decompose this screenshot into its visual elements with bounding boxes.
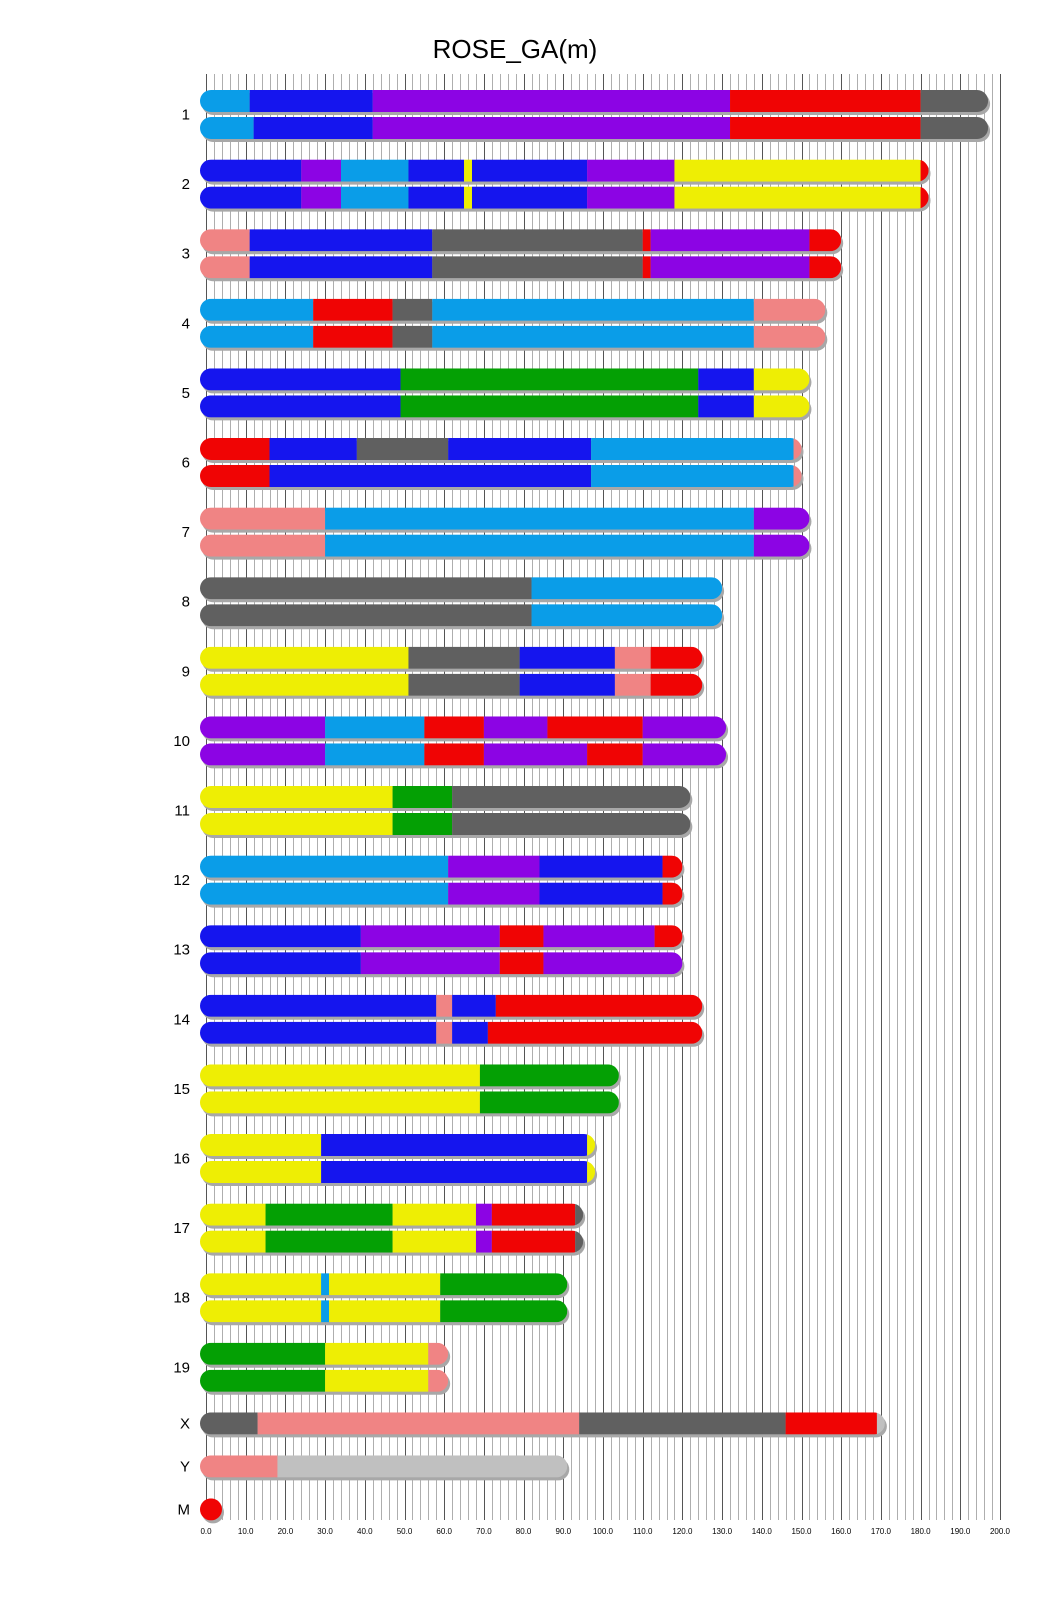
segment-yellow [754,368,810,390]
x-tick-label: 150.0 [791,1527,812,1536]
segment-blue [200,925,361,947]
segment-blue [270,438,357,460]
segment-gray [579,1412,785,1434]
segment-red [786,1412,877,1434]
segment-red [643,256,651,278]
segment-gray [921,117,988,139]
chromosome-11-haplotype-2 [200,813,692,838]
segment-purple [476,1204,492,1226]
chromosome-15-haplotype-2 [200,1091,621,1116]
segment-red [730,117,921,139]
chromosome-18-haplotype-2 [200,1300,569,1325]
segment-yellow [200,1231,266,1253]
segment-red [492,1204,575,1226]
segment-lightgray [277,1455,567,1477]
segment-yellow [393,1204,476,1226]
segment-gray [200,604,532,626]
segment-red [809,256,841,278]
chromosome-label-M: M [177,1501,190,1519]
chromosome-label-12: 12 [173,872,190,890]
x-tick-label: 180.0 [910,1527,931,1536]
segment-purple [361,952,500,974]
segment-blue [472,187,587,209]
chromosome-14-haplotype-2 [200,1022,704,1047]
segment-yellow [200,1273,321,1295]
segment-blue [200,187,301,209]
chromosome-label-8: 8 [181,593,190,611]
chromosome-10-haplotype-2 [200,743,728,768]
x-tick-label: 0.0 [200,1527,212,1536]
segment-yellow [200,1091,480,1113]
chromosome-7-haplotype-1 [200,508,811,533]
segment-yellow [200,1300,321,1322]
segment-purple [643,743,726,765]
x-tick-label: 30.0 [317,1527,333,1536]
segment-purple [651,256,810,278]
segment-blue [408,187,464,209]
segment-lightblue [341,160,408,182]
chromosome-bars [200,90,990,1523]
chromosome-6-haplotype-2 [200,465,804,490]
segment-gray [452,786,690,808]
segment-blue [321,1134,587,1156]
segment-purple [200,716,325,738]
segment-blue [200,995,436,1017]
x-tick-label: 100.0 [592,1527,614,1536]
x-tick-label: 140.0 [751,1527,772,1536]
segment-green [266,1231,393,1253]
segment-lightblue [321,1300,329,1322]
segment-blue [250,229,433,251]
segment-red [587,743,643,765]
chromosome-Y-haplotype-1 [200,1455,569,1480]
segment-salmon [200,535,325,557]
segment-red [200,1498,222,1520]
segment-purple [587,160,674,182]
segment-green [200,1343,325,1365]
x-tick-label: 170.0 [870,1527,891,1536]
segment-purple [484,716,548,738]
segment-salmon [754,299,825,321]
chromosome-labels [173,107,190,1519]
segment-lightblue [200,299,313,321]
x-tick-label: 60.0 [436,1527,452,1536]
segment-purple [476,1231,492,1253]
segment-blue [698,368,754,390]
segment-yellow [329,1273,440,1295]
segment-purple [651,229,810,251]
segment-blue [520,674,615,696]
segment-lightblue [532,577,723,599]
x-axis [200,1527,1010,1536]
segment-lightblue [200,856,448,878]
segment-red [488,1022,702,1044]
segment-yellow [200,1204,266,1226]
chromosome-label-6: 6 [181,454,190,472]
x-tick-label: 80.0 [515,1527,532,1536]
segment-lightblue [591,438,793,460]
segment-green [480,1064,619,1086]
segment-purple [543,925,654,947]
chromosome-label-11: 11 [174,802,190,820]
segment-green [200,1370,325,1392]
segment-green [440,1300,567,1322]
chromosome-label-10: 10 [173,732,190,750]
chromosome-3-haplotype-2 [200,256,843,281]
segment-lightblue [200,90,250,112]
chromosome-2-haplotype-1 [200,160,931,185]
segment-blue [254,117,373,139]
segment-lightblue [325,535,754,557]
x-tick-label: 200.0 [989,1527,1011,1536]
segment-gray [200,1412,258,1434]
chromosome-label-16: 16 [173,1150,190,1168]
segment-yellow [200,1161,321,1183]
segment-red [500,952,544,974]
segment-red [492,1231,575,1253]
chromosome-13-haplotype-2 [200,952,684,977]
segment-blue [520,647,615,669]
chromosome-label-14: 14 [173,1011,190,1029]
segment-green [401,395,699,417]
chromosome-12-haplotype-2 [200,883,684,908]
segment-red [424,716,484,738]
segment-lightblue [341,187,408,209]
chromosome-1-haplotype-2 [200,117,990,142]
segment-gray [393,299,433,321]
segment-salmon [615,674,651,696]
segment-lightblue [432,326,754,348]
segment-yellow [329,1300,440,1322]
chromosome-6-haplotype-1 [200,438,804,463]
segment-gray [393,326,433,348]
segment-salmon [615,647,651,669]
x-tick-label: 190.0 [950,1527,971,1536]
segment-blue [200,1022,436,1044]
segment-red [651,647,703,669]
segment-salmon [258,1412,580,1434]
segment-blue [270,465,592,487]
chromosome-17-haplotype-1 [200,1204,585,1229]
segment-yellow [200,674,408,696]
segment-red [200,465,270,487]
chromosome-9-haplotype-2 [200,674,704,699]
segment-yellow [464,187,472,209]
chromosome-15-haplotype-1 [200,1064,621,1089]
segment-purple [448,883,539,905]
chromosome-17-haplotype-2 [200,1231,585,1256]
chromosome-14-haplotype-1 [200,995,704,1020]
segment-purple [448,856,539,878]
x-tick-label: 160.0 [831,1527,852,1536]
x-tick-label: 120.0 [672,1527,693,1536]
segment-salmon [200,1455,277,1477]
segment-purple [643,716,726,738]
segment-salmon [200,508,325,530]
segment-yellow [200,647,408,669]
segment-salmon [436,1022,452,1044]
segment-lightblue [200,326,313,348]
segment-yellow [325,1343,428,1365]
chromosome-X-haplotype-1 [200,1412,887,1437]
chart-title: ROSE_GA(m) [432,34,598,64]
chromosome-16-haplotype-2 [200,1161,597,1186]
segment-lightblue [432,299,754,321]
chromosome-label-13: 13 [173,941,190,959]
chromosome-4-haplotype-2 [200,326,827,351]
chromosome-label-15: 15 [173,1080,190,1098]
segment-purple [754,508,810,530]
segment-blue [452,1022,488,1044]
chromosome-label-3: 3 [181,245,190,263]
segment-red [496,995,702,1017]
chromosome-2-haplotype-2 [200,187,931,212]
segment-yellow [674,187,920,209]
chromosome-10-haplotype-1 [200,716,728,741]
chromosome-1-haplotype-1 [200,90,990,115]
segment-blue [448,438,591,460]
segment-red [809,229,841,251]
segment-red [424,743,484,765]
segment-purple [484,743,587,765]
segment-green [401,368,699,390]
segment-gray [432,229,642,251]
segment-gray [200,577,532,599]
segment-green [266,1204,393,1226]
segment-purple [373,117,730,139]
segment-gray [408,647,519,669]
chromosome-label-4: 4 [181,315,190,333]
segment-green [393,813,453,835]
chromosome-19-haplotype-1 [200,1343,450,1368]
segment-yellow [754,395,810,417]
segment-blue [539,856,662,878]
segment-purple [373,90,730,112]
segment-red [200,438,270,460]
segment-red [651,674,703,696]
x-tick-label: 70.0 [476,1527,492,1536]
segment-blue [472,160,587,182]
segment-red [655,925,683,947]
chromosome-8-haplotype-1 [200,577,724,602]
segment-purple [301,160,341,182]
x-tick-label: 90.0 [555,1527,572,1536]
segment-blue [200,160,301,182]
segment-blue [408,160,464,182]
chromosome-5-haplotype-2 [200,395,811,420]
segment-blue [200,368,401,390]
segment-blue [321,1161,587,1183]
chromosome-label-7: 7 [181,524,190,542]
segment-purple [754,535,810,557]
segment-yellow [393,1231,476,1253]
segment-lightblue [321,1273,329,1295]
segment-lightblue [591,465,793,487]
segment-lightblue [200,117,254,139]
segment-green [393,786,453,808]
x-tick-label: 40.0 [357,1527,373,1536]
chromosome-18-haplotype-1 [200,1273,569,1298]
segment-red [643,229,651,251]
chromosome-M-haplotype-1 [200,1498,224,1523]
segment-gray [357,438,448,460]
segment-salmon [436,995,452,1017]
chromosome-9-haplotype-1 [200,647,704,672]
segment-blue [250,90,373,112]
chromosome-label-19: 19 [173,1359,190,1377]
segment-yellow [200,813,393,835]
segment-red [730,90,921,112]
segment-purple [587,187,674,209]
chromosome-4-haplotype-1 [200,299,827,324]
segment-blue [698,395,754,417]
chromosome-8-haplotype-2 [200,604,724,629]
chromosome-label-5: 5 [181,384,190,402]
chromosome-label-2: 2 [181,176,190,194]
segment-purple [361,925,500,947]
chromosome-19-haplotype-2 [200,1370,450,1395]
segment-yellow [325,1370,428,1392]
segment-green [480,1091,619,1113]
x-tick-label: 130.0 [712,1527,733,1536]
segment-gray [452,813,690,835]
chromosome-label-1: 1 [181,106,190,124]
chromosome-label-18: 18 [173,1289,190,1307]
segment-red [313,299,392,321]
segment-lightblue [325,743,424,765]
chromosome-13-haplotype-1 [200,925,684,950]
segment-salmon [754,326,825,348]
chromosome-label-Y: Y [179,1458,190,1476]
segment-gray [432,256,642,278]
segment-purple [301,187,341,209]
segment-lightblue [325,716,424,738]
chromosome-12-haplotype-1 [200,856,684,881]
chromosome-16-haplotype-1 [200,1134,597,1159]
segment-blue [200,395,401,417]
segment-blue [200,952,361,974]
segment-purple [200,743,325,765]
x-tick-label: 110.0 [632,1527,653,1536]
x-tick-label: 10.0 [237,1527,254,1536]
chromosome-3-haplotype-1 [200,229,843,254]
segment-salmon [200,229,250,251]
segment-red [313,326,392,348]
segment-lightblue [325,508,754,530]
segment-red [500,925,544,947]
segment-yellow [200,786,393,808]
chromosome-label-9: 9 [181,663,190,681]
segment-green [440,1273,567,1295]
chromosome-label-17: 17 [173,1220,190,1238]
segment-yellow [674,160,920,182]
segment-gray [408,674,519,696]
segment-lightblue [532,604,723,626]
segment-lightblue [200,883,448,905]
segment-salmon [200,256,250,278]
chromosome-7-haplotype-2 [200,535,811,560]
x-tick-label: 50.0 [396,1527,413,1536]
segment-yellow [464,160,472,182]
segment-purple [543,952,682,974]
segment-blue [452,995,496,1017]
segment-blue [250,256,433,278]
segment-yellow [200,1064,480,1086]
chromosome-5-haplotype-1 [200,368,811,393]
chromosome-label-X: X [179,1415,190,1433]
chromosome-11-haplotype-1 [200,786,692,811]
segment-yellow [200,1134,321,1156]
segment-gray [921,90,988,112]
segment-red [547,716,642,738]
segment-blue [539,883,662,905]
x-tick-label: 20.0 [277,1527,294,1536]
